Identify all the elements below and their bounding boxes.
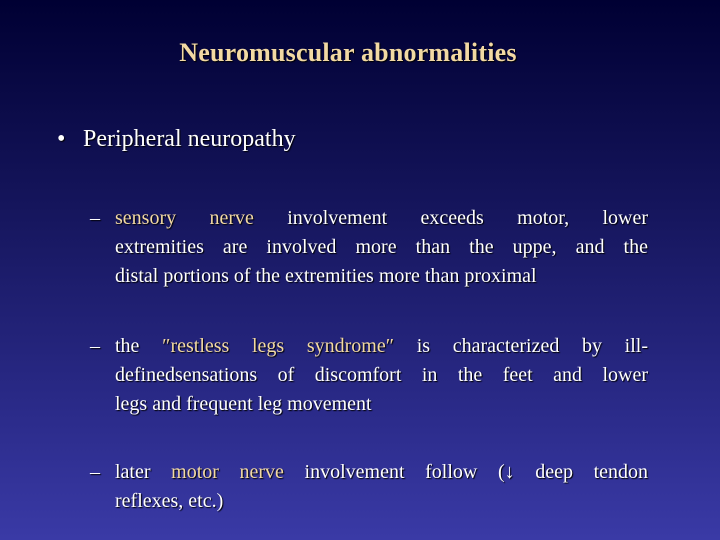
subpoint-motor-nerve: [90, 458, 648, 516]
line-text: involvement follow (↓ deep tendon: [283, 461, 649, 483]
highlight-term: motor nerve: [171, 461, 284, 483]
subpoint-line: legs and frequent leg movement: [115, 393, 372, 415]
subpoint-line: [90, 332, 648, 361]
subpoint-line: [90, 458, 648, 487]
subpoint-line: definedsensations of discomfort in the feet and lower: [115, 364, 648, 386]
bullet-peripheral-neuropathy: [57, 126, 296, 153]
subpoint-line: distal portions of the extremities more than proximal: [115, 265, 537, 287]
dash-marker: –: [90, 207, 100, 229]
subpoint-line: [90, 204, 648, 233]
line-text: involvement exceeds motor, lower: [253, 207, 648, 229]
dash-marker: –: [90, 335, 100, 357]
line-prefix: the: [115, 335, 163, 357]
bullet-marker: •: [57, 126, 66, 152]
highlight-term: sensory nerve: [115, 207, 254, 229]
subpoint-line: extremities are involved more than the uppe, and the: [115, 236, 648, 258]
line-text: is characterized by ill-: [394, 335, 648, 357]
highlight-term: ″restless legs syndrome″: [162, 335, 395, 357]
subpoint-line: reflexes, etc.): [115, 490, 224, 512]
subpoint-sensory-nerve: [90, 204, 648, 291]
slide-title: Neuromuscular abnormalities: [179, 38, 517, 67]
subpoint-restless-legs: [90, 332, 648, 419]
dash-marker: –: [90, 461, 100, 483]
bullet-text: Peripheral neuropathy: [83, 126, 296, 152]
line-prefix: later: [115, 461, 172, 483]
